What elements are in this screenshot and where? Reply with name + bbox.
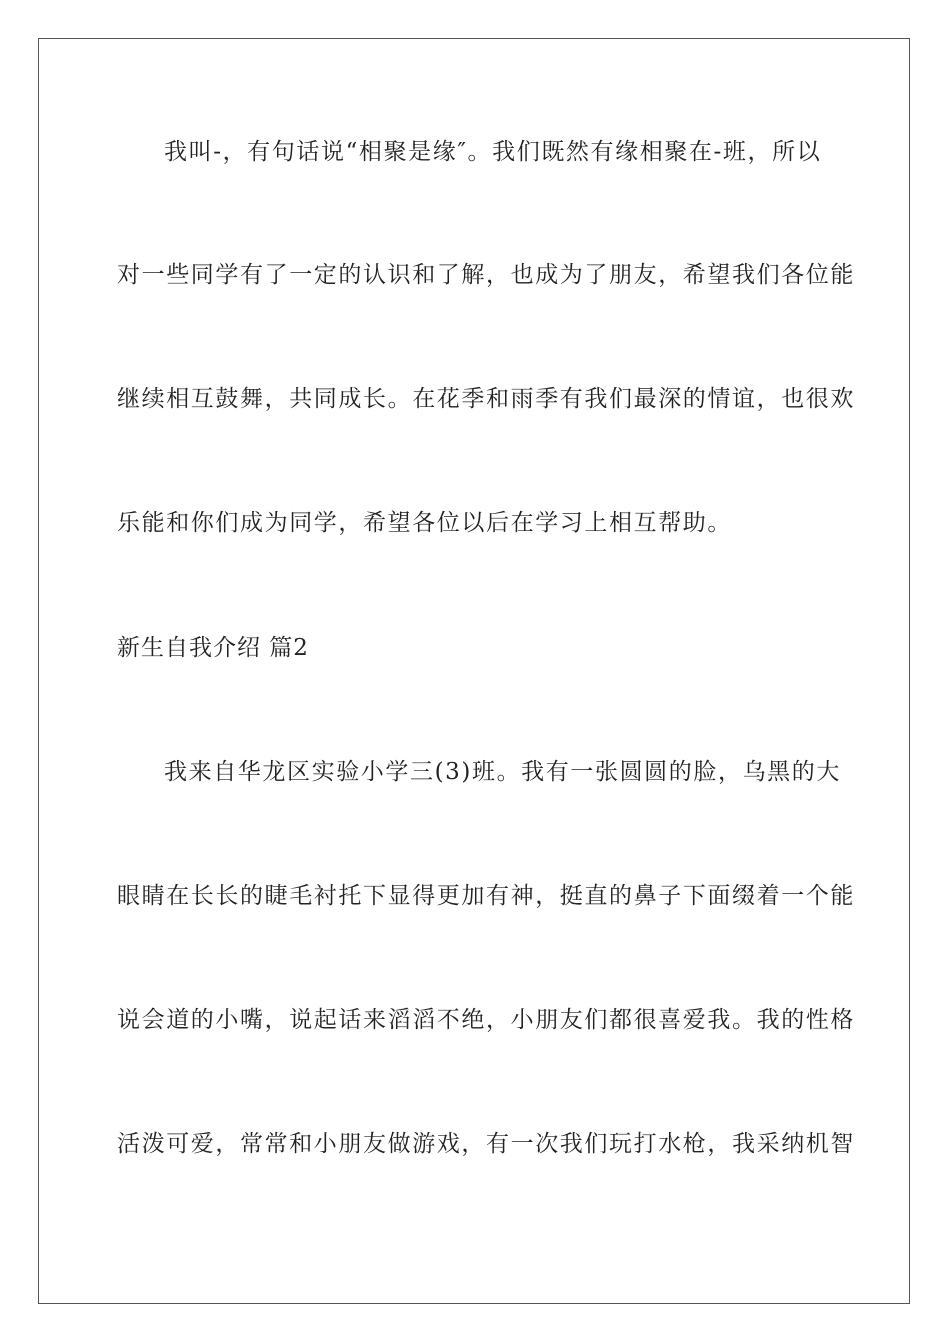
paragraph-1-line-3: 继续相互鼓舞，共同成长。在花季和雨季有我们最深的情谊，也很欢 xyxy=(117,386,855,412)
paragraph-1-line-2: 对一些同学有了一定的认识和了解，也成为了朋友，希望我们各位能 xyxy=(117,262,855,288)
paragraph-2-line-3: 说会道的小嘴，说起话来滔滔不绝，小朋友们都很喜爱我。我的性格 xyxy=(117,1007,855,1033)
paragraph-1-line-4: 乐能和你们成为同学，希望各位以后在学习上相互帮助。 xyxy=(117,510,732,536)
paragraph-2-line-1: 我来自华龙区实验小学三(3)班。我有一张圆圆的脸，乌黑的大 xyxy=(164,759,841,785)
paragraph-2-line-4: 活泼可爱，常常和小朋友做游戏，有一次我们玩打水枪，我采纳机智 xyxy=(117,1131,855,1157)
paragraph-2-line-2: 眼睛在长长的睫毛衬托下显得更加有神，挺直的鼻子下面缀着一个能 xyxy=(117,883,855,909)
paragraph-1-line-1: 我叫-，有句话说“相聚是缘″。我们既然有缘相聚在-班，所以 xyxy=(164,139,822,165)
page-border xyxy=(38,38,910,1304)
section-heading: 新生自我介绍 篇2 xyxy=(117,635,309,661)
